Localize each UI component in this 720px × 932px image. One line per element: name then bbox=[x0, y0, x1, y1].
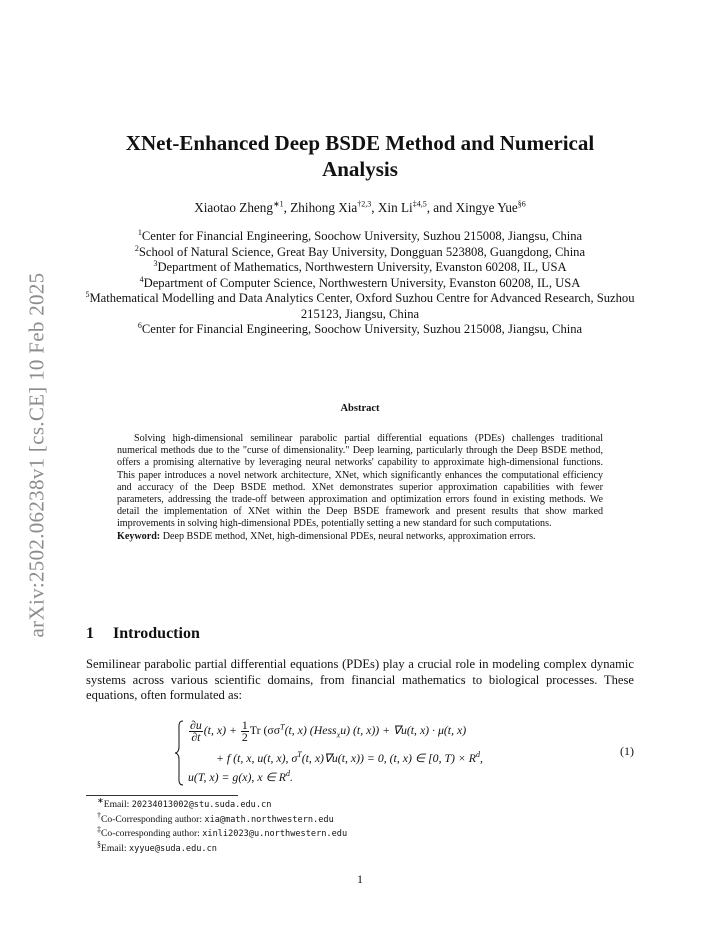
affiliation-number: 6 bbox=[137, 320, 142, 330]
affiliation-text: Mathematical Modelling and Data Analytics Center, Oxford Suzhou Centre for Advanced Research, Suzhou 215123, Jiangsu, China bbox=[89, 291, 635, 321]
equation-line-1: $\frac{\partial u}{\partial t}$ (t, x) + $\frac{1}{2}$ Tr ($\sigma\sigma^T(t$, x) (Hess$_x$u) (t, x)) + ∇u(t, x) · μ(t, x) bbox=[190, 718, 467, 744]
affiliation-number: 3 bbox=[153, 258, 158, 268]
footnote-email[interactable]: xia@math.northwestern.edu bbox=[204, 814, 334, 825]
author-name: Xingye Yue bbox=[455, 200, 518, 215]
footnote-label: Co-Corresponding author: bbox=[101, 813, 205, 825]
equation-line-3: u(T, x) = g(x), x ∈ $R^d$. bbox=[188, 769, 293, 784]
abstract-heading: Abstract bbox=[340, 403, 380, 414]
footnote-email[interactable]: xinli2023@u.northwestern.edu bbox=[202, 829, 348, 840]
equation-text: (t, x)∇u(t, x)) = 0, (t, x) ∈ [0, T) × R bbox=[301, 751, 477, 765]
author-separator: , and bbox=[426, 200, 456, 215]
paper-title: XNet-Enhanced Deep BSDE Method and Numerical Analysis bbox=[125, 131, 595, 181]
affiliation-text: School of Natural Science, Great Bay University, Dongguan 523808, Guangdong, China bbox=[138, 244, 586, 259]
arxiv-stamp bbox=[19, 250, 55, 660]
affiliation bbox=[80, 322, 640, 338]
intro-paragraph: Semilinear parabolic partial differential equations (PDEs) play a crucial role in modeling complex dynamic systems across various scientific domains, from financial mathematics to biological processes. These equations, often formulated as: bbox=[86, 657, 634, 703]
section-heading bbox=[86, 625, 200, 643]
affiliation-text: Center for Financial Engineering, Soochow University, Suzhou 215008, Jiangsu, China bbox=[141, 229, 583, 243]
equation-line-2: + f (t, x, u(t, x), $\sigma^T(t$, x)∇u(t, x)) = 0, (t, x) ∈ [0, $T) \times R^d$, bbox=[216, 750, 483, 765]
half-fraction: $\frac{1}{2}$ bbox=[241, 718, 248, 744]
equation bbox=[174, 720, 634, 786]
author-name: Zhihong Xia bbox=[290, 200, 358, 215]
footnote bbox=[97, 839, 347, 857]
author-superscript: ‡4,5 bbox=[412, 199, 427, 209]
author-name: Xiaotao Zheng bbox=[194, 200, 273, 215]
affiliation-list bbox=[80, 229, 640, 338]
equation-text: u(T, x) = g(x), x ∈ R bbox=[188, 770, 286, 784]
footnote bbox=[97, 795, 347, 813]
footnote-label: Email: bbox=[101, 842, 129, 854]
footnote-email[interactable]: xyyue@suda.edu.cn bbox=[128, 843, 217, 854]
author-list bbox=[88, 200, 632, 216]
author-separator: , bbox=[371, 200, 378, 215]
affiliation-number: 5 bbox=[85, 289, 90, 299]
footnote-mark: ‡ bbox=[97, 825, 101, 834]
equation-text: (t, x) + bbox=[203, 723, 240, 738]
brace-icon bbox=[174, 720, 184, 786]
arxiv-identifier: arXiv:2502.06238v1 [cs.CE] 10 Feb 2025 bbox=[24, 272, 49, 638]
author-superscript: †2,3 bbox=[357, 199, 372, 209]
affiliation-text: Department of Mathematics, Northwestern University, Evanston 60208, IL, USA bbox=[157, 260, 567, 274]
abstract bbox=[117, 433, 603, 543]
equation-text: (t, x) (Hess bbox=[284, 723, 337, 738]
footnote-rule bbox=[86, 795, 238, 796]
author-separator: , bbox=[283, 200, 291, 215]
author-name: Xin Li bbox=[377, 200, 413, 215]
footnote-label: Co-corresponding author: bbox=[101, 828, 203, 840]
affiliation-text: Center for Financial Engineering, Soochow University, Suzhou 215008, Jiangsu, China bbox=[141, 322, 583, 336]
affiliation-number: 2 bbox=[134, 243, 139, 253]
affiliation bbox=[80, 276, 640, 292]
footnote-mark: † bbox=[97, 810, 101, 820]
partial-derivative: $\frac{\partial u}{\partial t}$ bbox=[190, 718, 202, 744]
affiliation-number: 1 bbox=[137, 227, 142, 237]
footnote-email[interactable]: 20234013002@stu.suda.edu.cn bbox=[131, 800, 272, 810]
page-number: 1 bbox=[357, 872, 363, 886]
footnote-mark: § bbox=[97, 839, 101, 849]
section-title: Introduction bbox=[113, 625, 200, 642]
author-superscript: ∗1 bbox=[272, 199, 284, 209]
equation-text: + f (t, x, u(t, x), σ bbox=[216, 751, 298, 765]
footnotes bbox=[97, 795, 348, 856]
section-number: 1 bbox=[86, 625, 94, 642]
keyword-list: Deep BSDE method, XNet, high-dimensional PDEs, neural networks, approximation errors. bbox=[162, 530, 536, 542]
keyword-label: Keyword: bbox=[117, 530, 161, 542]
footnote-label: Email: bbox=[103, 799, 132, 810]
affiliation bbox=[80, 260, 640, 276]
affiliation-text: Department of Computer Science, Northwestern University, Evanston 60208, IL, USA bbox=[143, 275, 581, 290]
affiliation-number: 4 bbox=[139, 274, 144, 284]
abstract-body: Solving high-dimensional semilinear parabolic partial differential equations (PDEs) challenges traditional numerical methods due to the "curse of dimensionality." Deep learning, particularly through the Deep BSDE method, offers a promising alternative by leveraging neural networks' capability to approximate high-dimensional functions. This paper introduces a novel network architecture, XNet, which significantly enhances the computational efficiency and accuracy of the Deep BSDE method. XNet demonstrates superior approximation capabilities with fewer parameters, addressing the trade-off between approximation and optimization errors found in existing methods. We detail the implementation of XNet within the Deep BSDE framework and present results that show marked improvements in solving high-dimensional PDEs, potentially setting a new standard for such computations. bbox=[117, 433, 603, 530]
keywords bbox=[117, 531, 603, 543]
affiliation bbox=[80, 229, 640, 245]
affiliation bbox=[80, 245, 640, 261]
equation-text: u) (t, x)) + ∇u(t, x) · μ(t, x) bbox=[340, 723, 467, 738]
footnote bbox=[97, 827, 347, 842]
equation-text: Tr (σσ bbox=[249, 723, 281, 738]
footnote-mark: ∗ bbox=[97, 795, 104, 805]
affiliation bbox=[80, 291, 640, 322]
equation-number: (1) bbox=[620, 744, 634, 758]
author-superscript: §6 bbox=[517, 199, 526, 209]
footnote bbox=[97, 810, 347, 828]
